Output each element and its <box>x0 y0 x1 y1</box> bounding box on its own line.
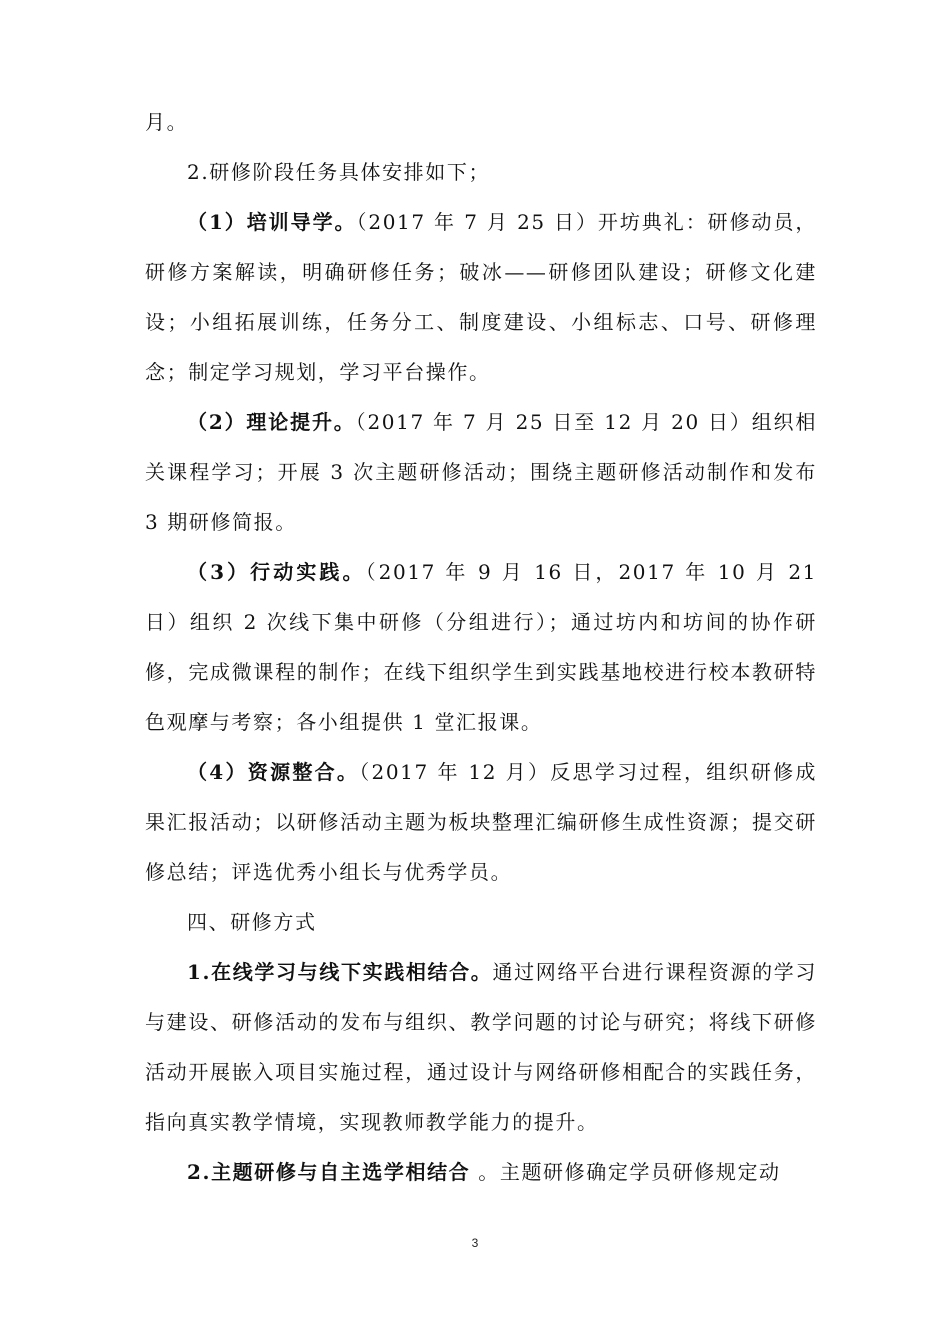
heading-action-practice: （3）行动实践。 <box>187 560 366 584</box>
page-body <box>145 97 817 1197</box>
heading-online-offline: 1.在线学习与线下实践相结合。 <box>187 960 493 984</box>
text-action-practice: （2017 年 9 月 16 日，2017 年 10 月 21 日）组织 2 次线下集中研修（分组进行）；通过坊内和坊间的协作研修，完成微课程的制作；在线下组织学生到实践基地校进行校本教研特色观摩与考察；各小组提供 1 堂汇报课。 <box>145 560 818 734</box>
paragraph-theory-improvement <box>145 397 817 547</box>
text-theory-improvement: （2017 年 7 月 25 日至 12 月 20 日）组织相关课程学习；开展 3 次主题研修活动；围绕主题研修活动制作和发布 3 期研修简报。 <box>145 410 817 534</box>
paragraph-continuation: 月。 <box>145 110 189 134</box>
section-heading-study-methods: 四、研修方式 <box>187 910 317 934</box>
text-training-guidance: （2017 年 7 月 25 日）开坊典礼：研修动员，研修方案解读，明确研修任务；破冰——研修团队建设；研修文化建设；小组拓展训练，任务分工、制度建设、小组标志、口号、研修理念；制定学习规划，学习平台操作。 <box>145 210 817 384</box>
paragraph-training-guidance <box>145 197 817 397</box>
text-online-offline: 通过网络平台进行课程资源的学习与建设、研修活动的发布与组织、教学问题的讨论与研究；将线下研修活动开展嵌入项目实施过程，通过设计与网络研修相配合的实践任务，指向真实教学情境，实现教师教学能力的提升。 <box>145 960 817 1134</box>
heading-theme-self-selected: 2.主题研修与自主选学相结合 <box>187 1160 471 1184</box>
heading-theory-improvement: （2）理论提升。 <box>187 410 356 434</box>
page-number: 3 <box>471 1236 479 1250</box>
heading-resource-integration: （4）资源整合。 <box>187 760 360 784</box>
text-theme-self-selected: 。主题研修确定学员研修规定动 <box>470 1160 781 1184</box>
paragraph-action-practice <box>145 547 817 747</box>
heading-training-guidance: （1）培训导学。 <box>187 210 357 234</box>
paragraph-stage-tasks-intro: 2.研修阶段任务具体安排如下； <box>187 160 491 184</box>
paragraph-online-offline <box>145 947 817 1147</box>
paragraph-theme-self-selected <box>145 1147 817 1197</box>
text-resource-integration: （2017 年 12 月）反思学习过程，组织研修成果汇报活动；以研修活动主题为板块整理汇编研修生成性资源；提交研修总结；评选优秀小组长与优秀学员。 <box>145 760 818 884</box>
paragraph-resource-integration <box>145 747 817 897</box>
